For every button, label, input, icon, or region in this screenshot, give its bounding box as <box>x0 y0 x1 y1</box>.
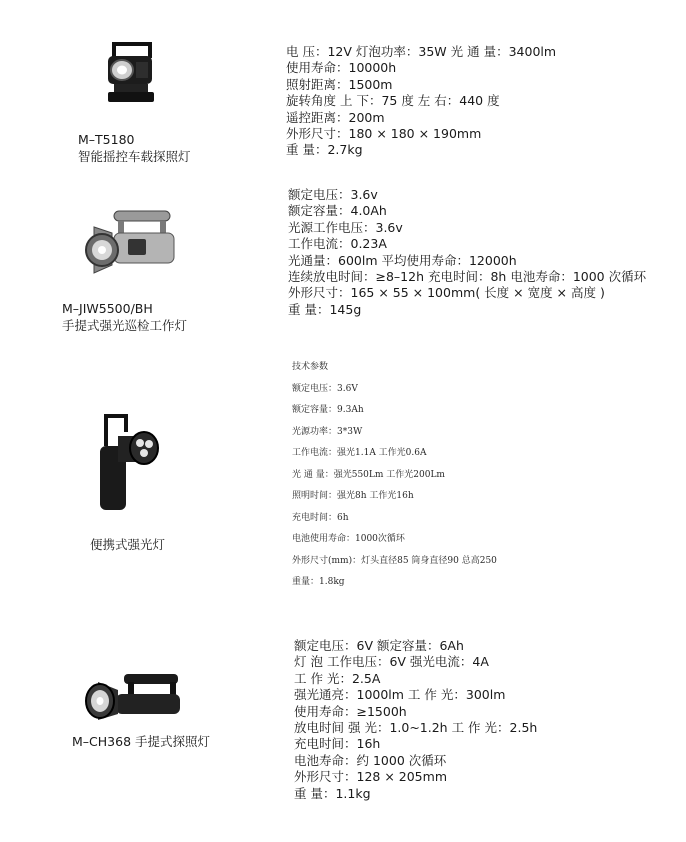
spec-line: 重量：1.8kg <box>292 577 345 587</box>
spec-line: 工作电流：0.23A <box>288 236 387 252</box>
product-caption <box>90 536 165 553</box>
spec-line: 照明时间：强光8h 工作光16h <box>292 491 414 501</box>
spec-line: 放电时间 强 光：1.0~1.2h 工 作 光：2.5h <box>294 720 538 736</box>
spec-list <box>292 357 497 594</box>
spec-line: 充电时间：6h <box>292 512 349 523</box>
spec-line: 连续放电时间：≥8–12h 充电时间：8h 电池寿命：1000 次循环 <box>288 269 647 285</box>
spec-list <box>288 187 646 318</box>
spec-line: 工作电流：强光1.1A 工作光0.6A <box>292 448 427 458</box>
spec-line: 额定电压：6V 额定容量：6Ah <box>294 638 464 653</box>
spec-list <box>294 638 537 802</box>
spec-list <box>286 44 556 159</box>
spec-line: 灯 泡 工作电压：6V 强光电流：4A <box>294 654 489 670</box>
spec-line: 电 压：12V 灯泡功率：35W 光 通 量：3400lm <box>286 44 557 59</box>
spec-line: 光源工作电压：3.6v <box>288 219 403 235</box>
product-model: M–JIW5500/BH <box>62 301 153 316</box>
spec-line: 使用寿命：10000h <box>286 60 397 76</box>
product-title: 智能摇控车载探照灯 <box>78 149 191 164</box>
vehicle-searchlight-image <box>98 40 166 106</box>
spec-line: 光 通 量：强光550Lm 工作光200Lm <box>292 469 445 480</box>
product-model: M–T5180 <box>78 132 135 147</box>
product-caption <box>72 733 210 750</box>
spec-line: 重 量：2.7kg <box>286 142 363 158</box>
product-caption <box>62 300 187 334</box>
spec-heading: 技术参数 <box>292 362 329 372</box>
product-title: 手提式强光巡检工作灯 <box>62 318 188 333</box>
spec-line: 外形尺寸：180 × 180 × 190mm <box>286 126 482 142</box>
spec-line: 照射距离：1500m <box>286 76 393 92</box>
spec-line: 额定电压：3.6v <box>288 187 378 202</box>
spec-line: 额定电压：3.6V <box>292 383 358 394</box>
product-caption <box>78 131 191 165</box>
spec-line: 工 作 光：2.5A <box>294 670 381 686</box>
spec-line: 额定容量：9.3Ah <box>292 405 364 415</box>
spec-line: 充电时间：16h <box>294 736 381 752</box>
spec-line: 光通量：600lm 平均使用寿命：12000h <box>288 252 517 268</box>
spec-line: 旋转角度 上 下：75 度 左 右：440 度 <box>286 93 500 109</box>
product-title: 便携式强光灯 <box>90 537 166 552</box>
spec-line: 电池寿命：约 1000 次循环 <box>294 752 447 768</box>
portable-light-image <box>96 410 162 514</box>
spec-line: 使用寿命：≥1500h <box>294 703 407 719</box>
spec-line: 外形尺寸：165 × 55 × 100mm( 长度 × 宽度 × 高度 ) <box>288 285 605 301</box>
spec-line: 外形尺寸(mm)：灯头直径85 筒身直径90 总高250 <box>292 555 497 566</box>
spec-line: 强光通亮：1000lm 工 作 光：300lm <box>294 687 506 703</box>
searchlight-image <box>80 668 184 724</box>
spec-line: 重 量：145g <box>288 301 362 317</box>
spec-line: 遥控距离：200m <box>286 109 385 125</box>
handheld-lamp-image <box>84 205 178 281</box>
spec-line: 额定容量：4.0Ah <box>288 203 387 219</box>
spec-line: 光源功率：3*3W <box>292 426 363 437</box>
spec-line: 电池使用寿命：1000次循环 <box>292 534 405 544</box>
spec-line: 外形尺寸：128 × 205mm <box>294 769 447 785</box>
product-title: M–CH368 手提式探照灯 <box>72 734 210 749</box>
spec-line: 重 量：1.1kg <box>294 785 371 801</box>
